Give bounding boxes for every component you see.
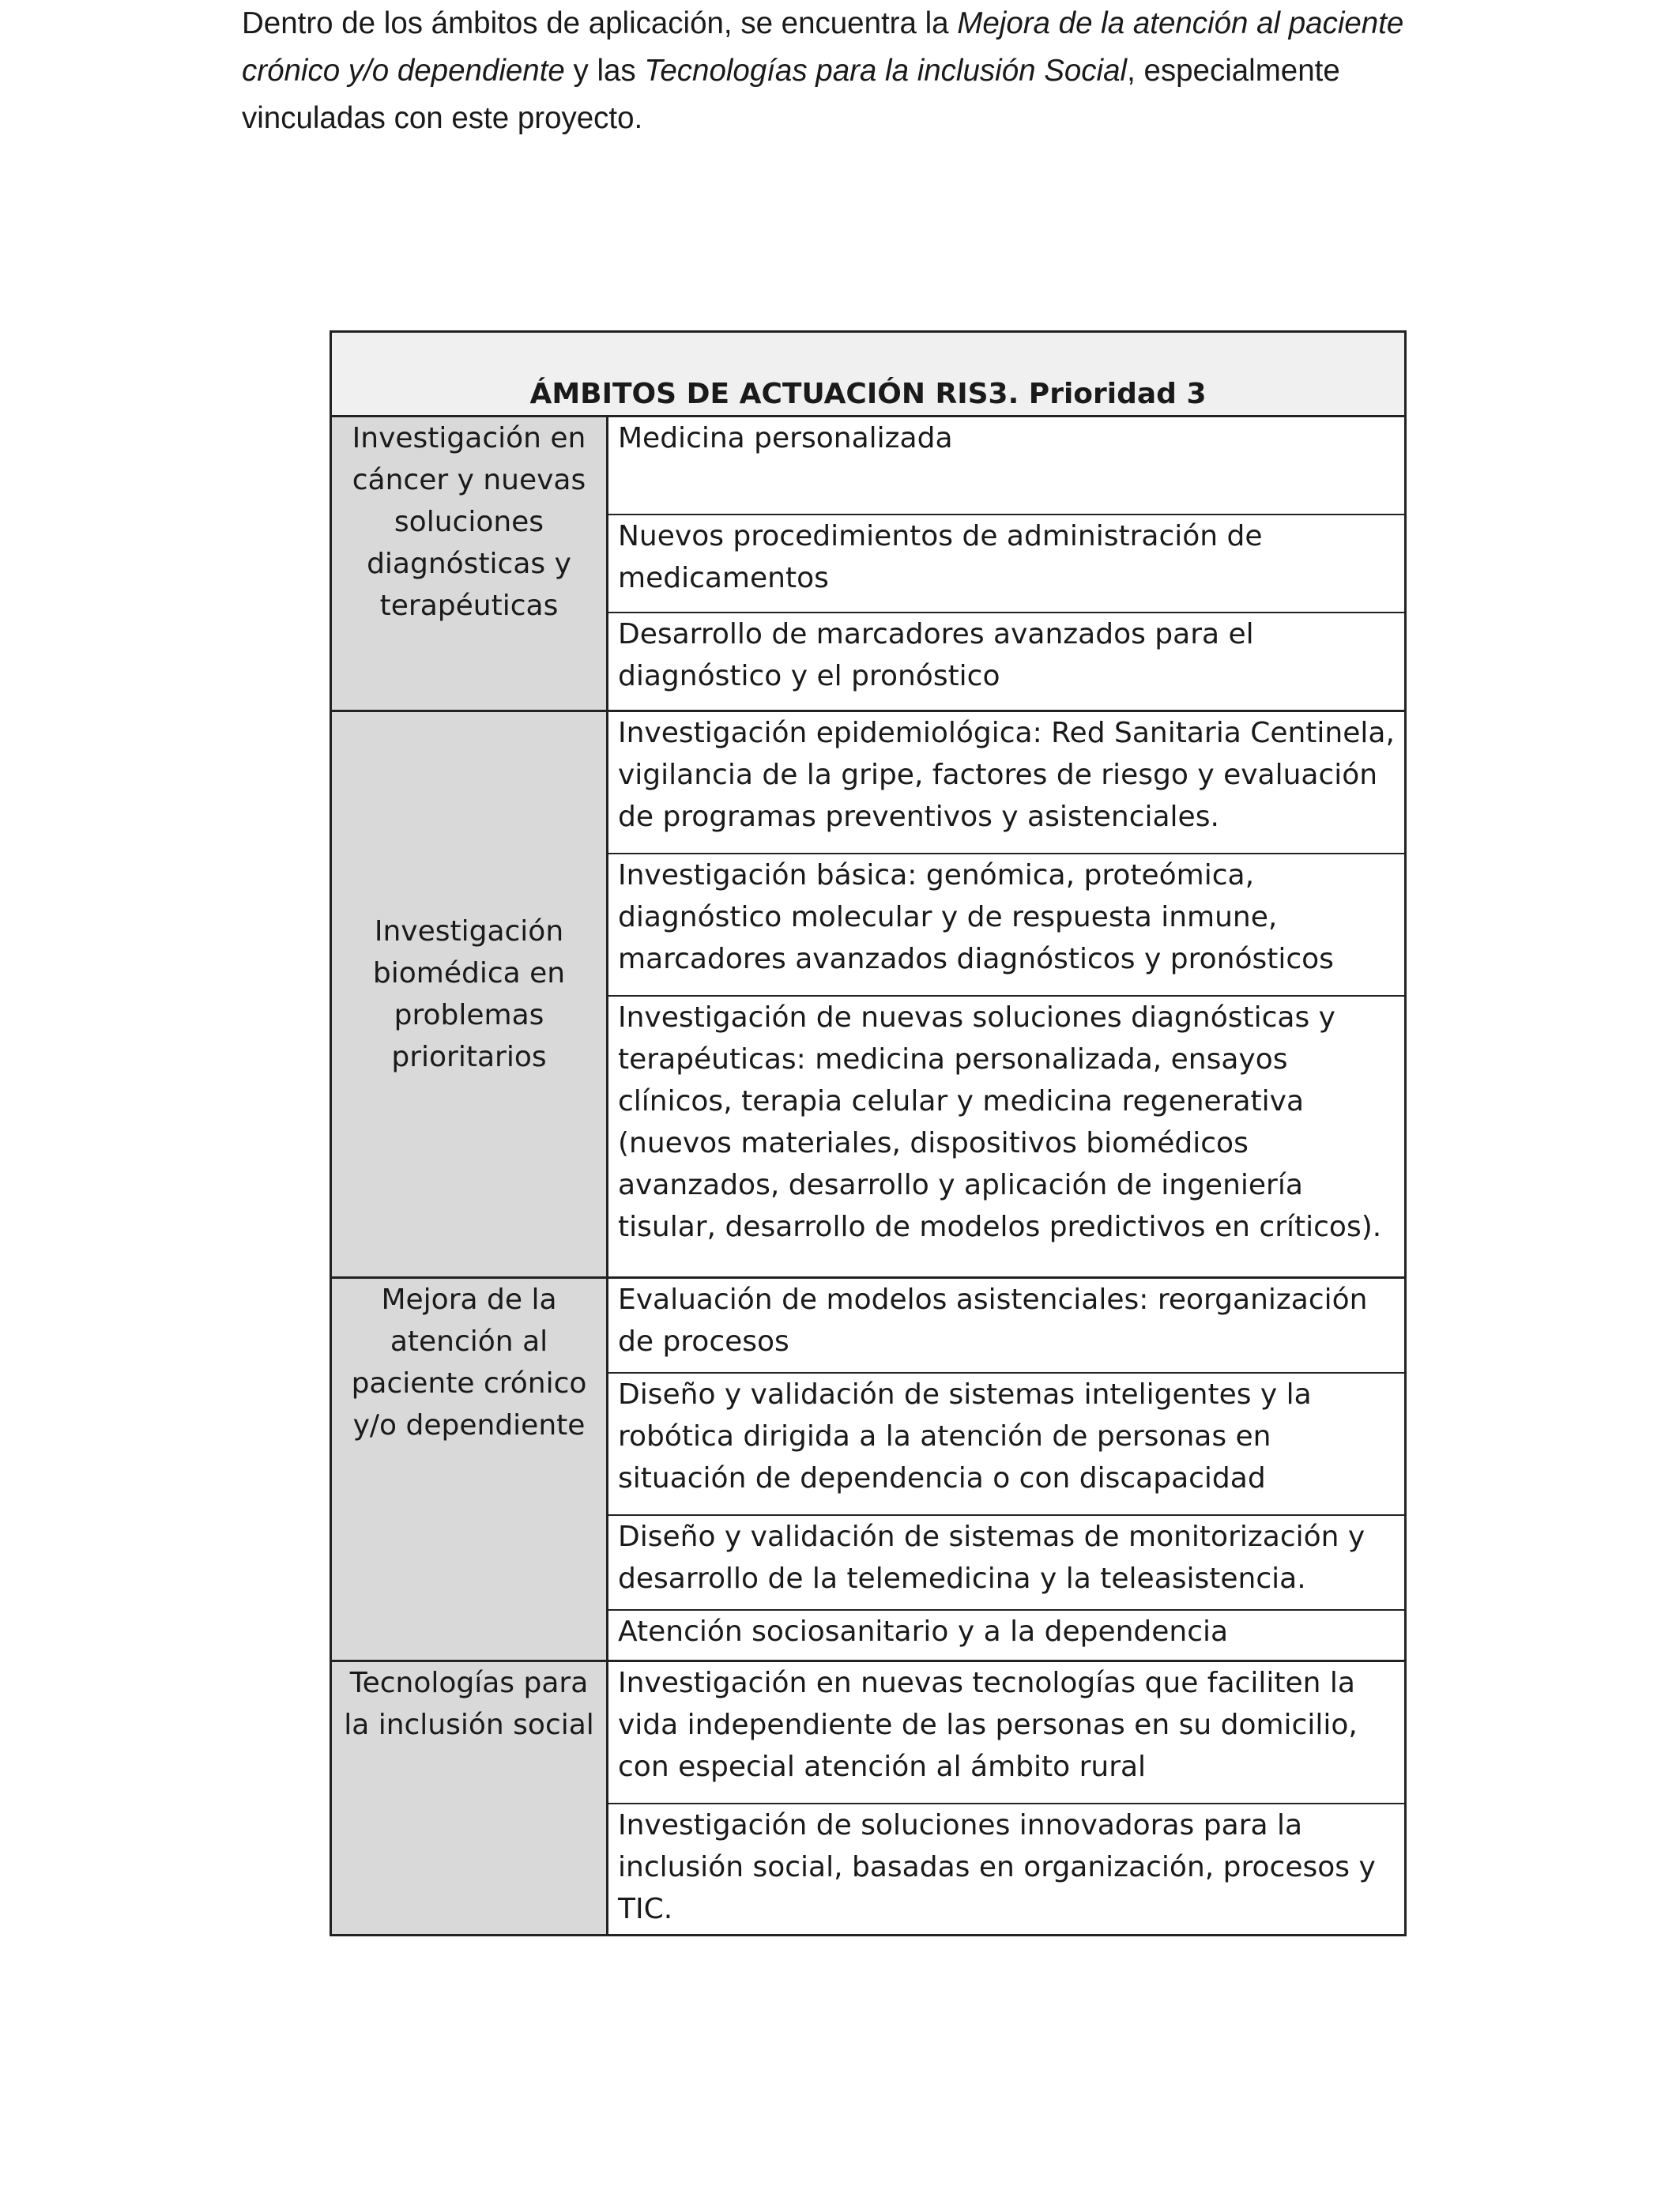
intro-italic-2: Tecnologías para la inclusión Social [644, 54, 1128, 88]
item-cell: Investigación de soluciones innovadoras para la inclusión social, basadas en organización, procesos y TIC. [608, 1804, 1406, 1936]
item-cell: Diseño y validación de sistemas inteligentes y la robótica dirigida a la atención de personas en situación de dependencia o con discapacidad [608, 1373, 1406, 1515]
category-cell: Tecnologías para la inclusión social [331, 1661, 608, 1936]
table-header-row [331, 332, 1406, 417]
table-row [331, 711, 1406, 854]
item-cell: Investigación epidemiológica: Red Sanitaria Centinela, vigilancia de la gripe, factores de riesgo y evaluación de programas preventivos y asistenciales. [608, 711, 1406, 854]
table-title: ÁMBITOS DE ACTUACIÓN RIS3. Prioridad 3 [331, 332, 1406, 417]
item-cell: Investigación en nuevas tecnologías que faciliten la vida independiente de las personas en su domicilio, con especial atención al ámbito rural [608, 1661, 1406, 1804]
intro-text-3: , especialmente vinculadas con este proyecto. [242, 54, 1340, 135]
intro-text-1: Dentro de los ámbitos de aplicación, se encuentra la [242, 6, 958, 40]
category-cell: Investigación en cáncer y nuevas soluciones diagnósticas y terapéuticas [331, 417, 608, 711]
table-row [331, 1661, 1406, 1804]
intro-italic-1: Mejora de la atención al paciente crónico y/o dependiente [242, 6, 1404, 88]
item-cell: Medicina personalizada [608, 417, 1406, 515]
ris3-table [330, 330, 1407, 1936]
item-cell: Investigación de nuevas soluciones diagnósticas y terapéuticas: medicina personalizada, ensayos clínicos, terapia celular y medicina regenerativa (nuevos materiales, dispositivos biomédicos avanzados, desarrollo y aplicación de ingeniería tisular, desarrollo de modelos predictivos en críticos). [608, 996, 1406, 1278]
table-row [331, 1278, 1406, 1374]
item-cell: Nuevos procedimientos de administración de medicamentos [608, 515, 1406, 613]
category-cell: Mejora de la atención al paciente crónico y/o dependiente [331, 1278, 608, 1661]
category-cell: Investigación biomédica en problemas prioritarios [331, 711, 608, 1278]
intro-text-2: y las [564, 54, 645, 88]
item-cell: Evaluación de modelos asistenciales: reorganización de procesos [608, 1278, 1406, 1374]
table-row [331, 417, 1406, 515]
item-cell: Atención sociosanitario y a la dependencia [608, 1610, 1406, 1661]
item-cell: Investigación básica: genómica, proteómica, diagnóstico molecular y de respuesta inmune, marcadores avanzados diagnósticos y pronósticos [608, 854, 1406, 996]
item-cell: Diseño y validación de sistemas de monitorización y desarrollo de la telemedicina y la teleasistencia. [608, 1515, 1406, 1610]
item-cell: Desarrollo de marcadores avanzados para el diagnóstico y el pronóstico [608, 613, 1406, 711]
intro-paragraph [242, 0, 1419, 142]
